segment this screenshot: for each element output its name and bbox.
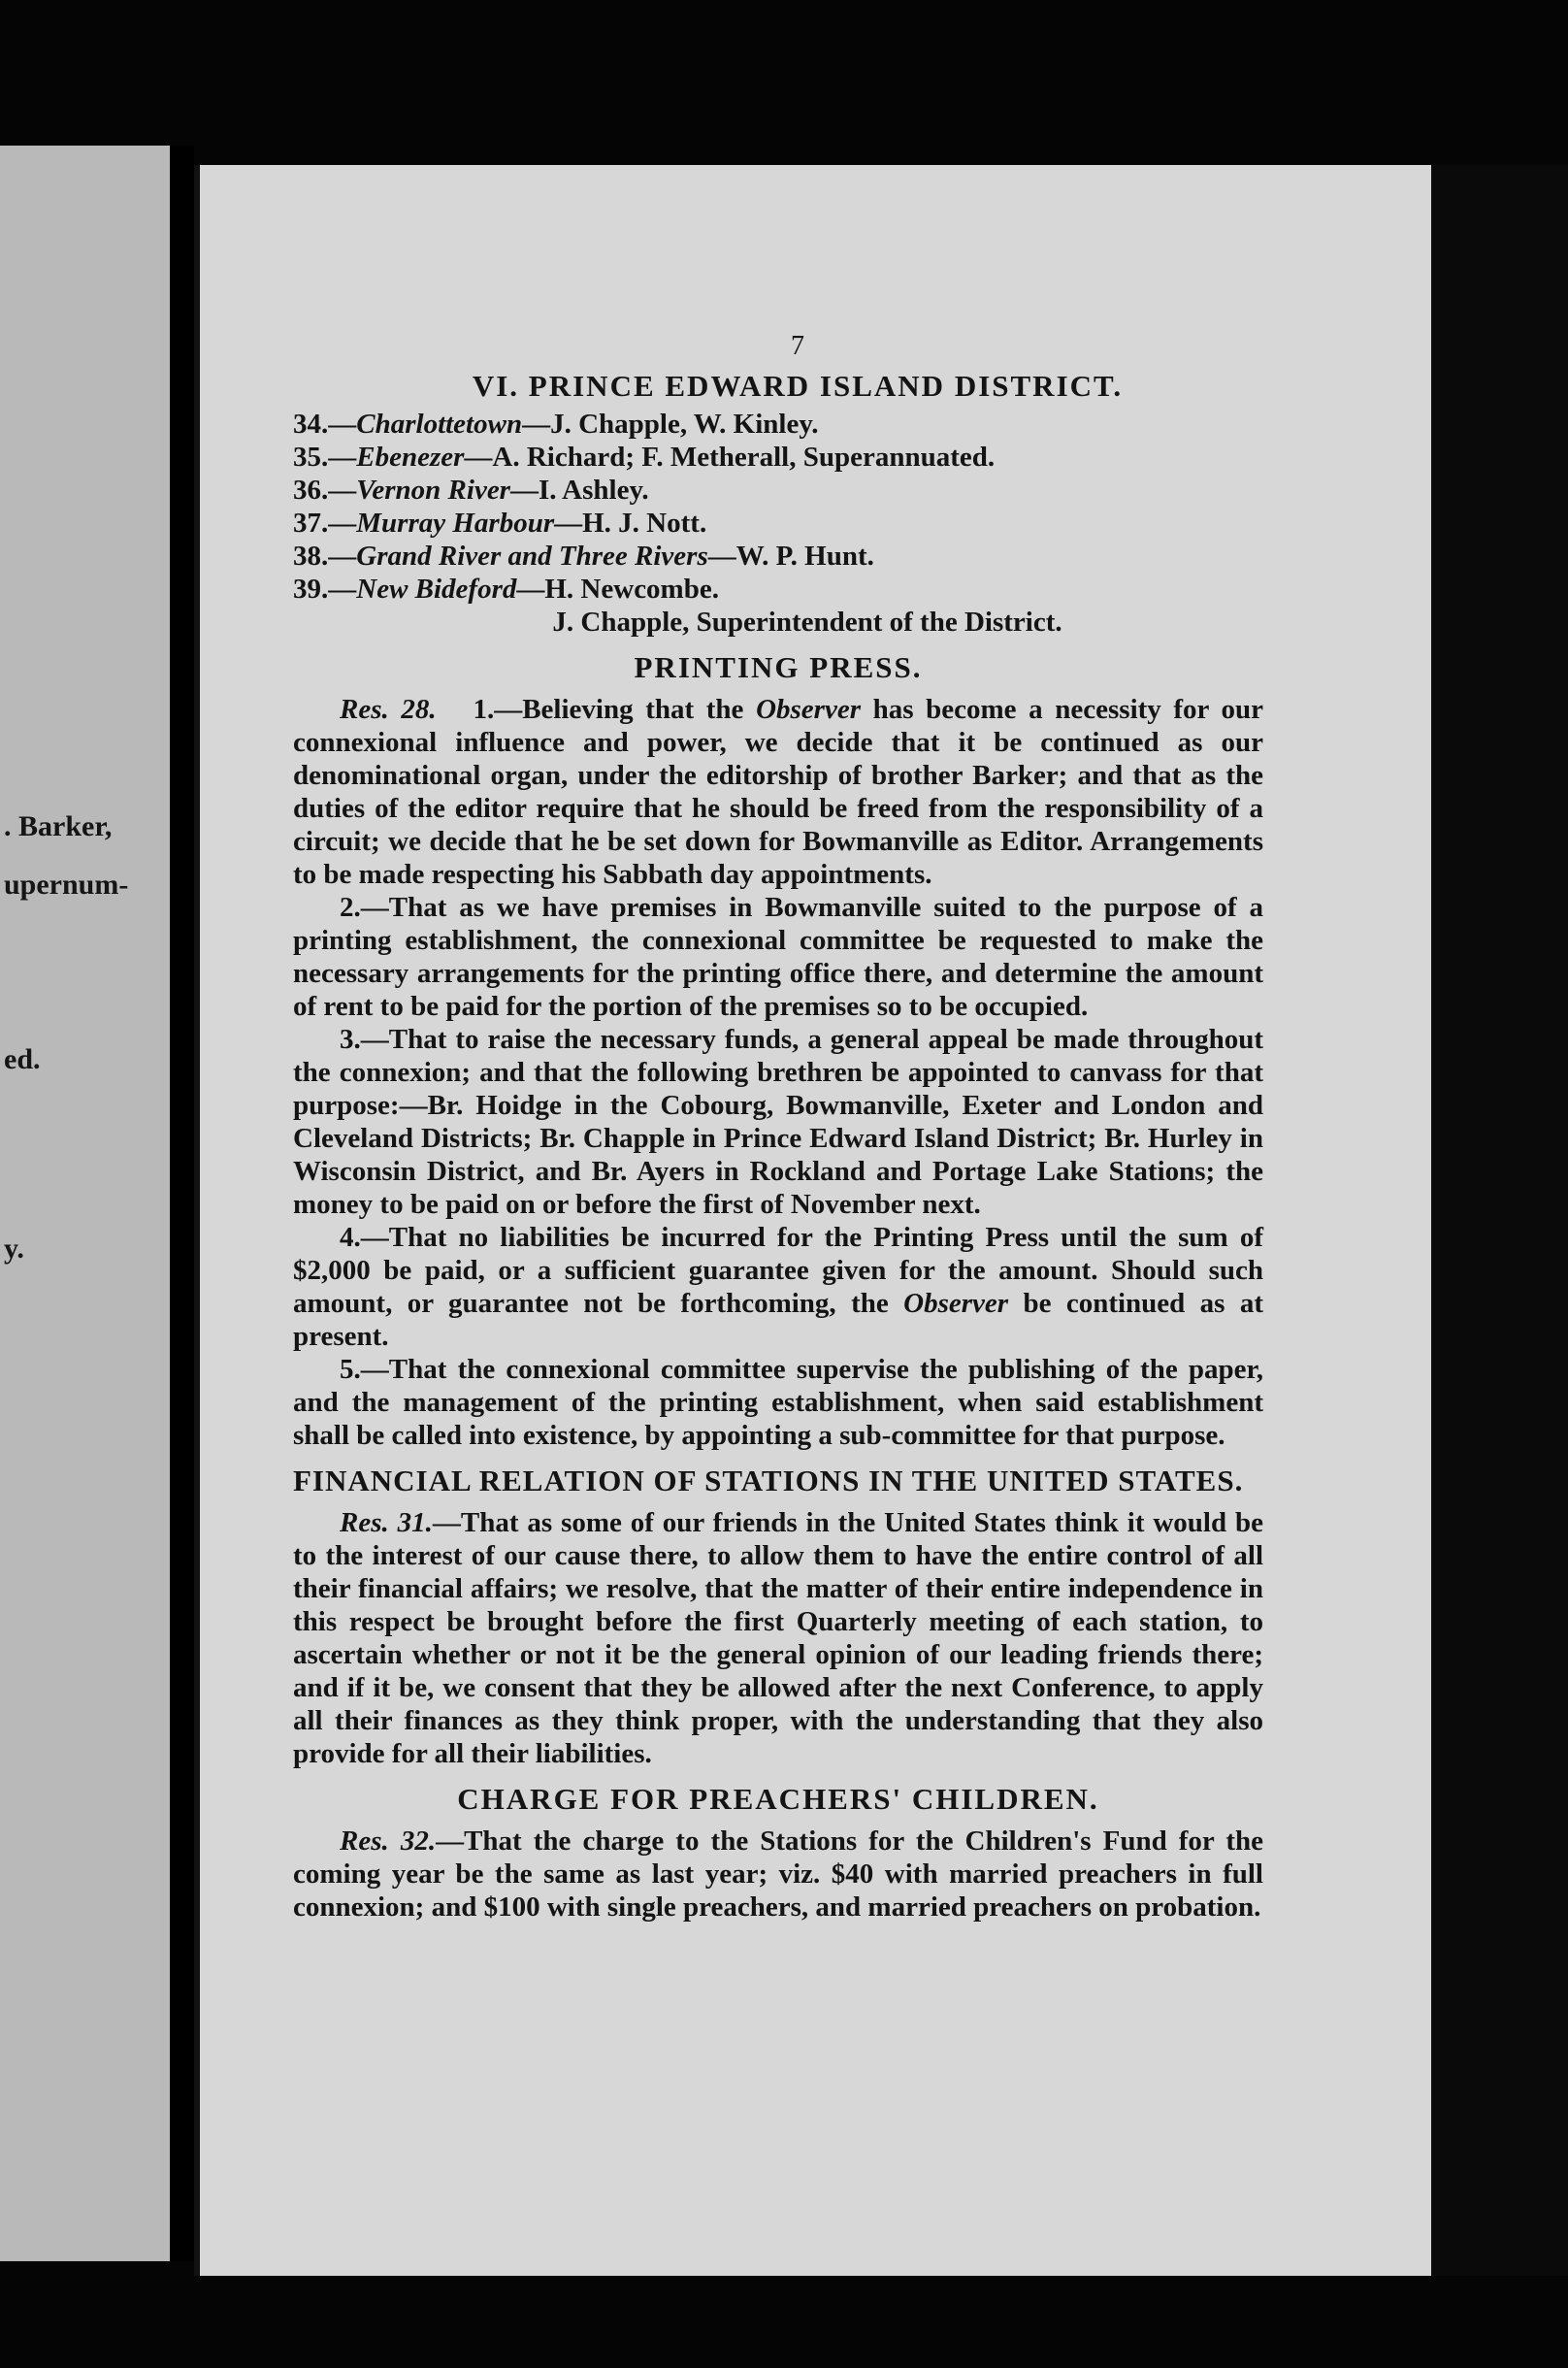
resolution-32-paragraph: Res. 32.—That the charge to the Stations for the Children's Fund for the coming year be the same as last year; viz. $40 with married preachers in full connexion; and $100 with single preachers, and married preachers on probation. [293, 1825, 1264, 1923]
main-page [194, 165, 1437, 2276]
station-entry: 36.—Vernon River—I. Ashley. [293, 475, 649, 506]
left-fragment: ed. [4, 1043, 41, 1075]
page-gutter [170, 146, 194, 2261]
resolution-31-paragraph: Res. 31.—That as some of our friends in the United States think it would be to the interest of our cause there, to allow them to have the entire control of all their financial affairs; we resolve, that the matter of their entire independence in this respect be brought before the first Quarterly meeting of each station, to ascertain whether or not it be the general opinion of our leading friends there; and if it be, we consent that they be allowed after the next Conference, to apply all their finances as they think proper, with the understanding that they also provide for all their liabilities. [293, 1507, 1263, 1769]
station-list [293, 408, 1263, 606]
printing-press-heading: PRINTING PRESS. [634, 650, 923, 684]
station-entry: 34.—Charlottetown—J. Chapple, W. Kinley. [293, 409, 819, 440]
district-heading: VI. PRINCE EDWARD ISLAND DISTRICT. [472, 369, 1124, 403]
resolution-28-paragraph-5: 5.—That the connexional committee supervise the publishing of the paper, and the management of the printing establishment, when said establishment shall be called into existence, by appointing a sub-committee for that purpose. [293, 1354, 1263, 1451]
resolution-28-paragraph-2: 2.—That as we have premises in Bowmanville suited to the purpose of a printing establishment, the connexional committee be requested to make the necessary arrangements for the printing office there, and determine the amount of rent to be paid for the portion of the premises so to be occupied. [293, 892, 1263, 1022]
superintendent-line: J. Chapple, Superintendent of the District. [552, 607, 1062, 638]
station-entry: 35.—Ebenezer—A. Richard; F. Metherall, Superannuated. [293, 442, 996, 473]
preachers-children-heading: CHARGE FOR PREACHERS' CHILDREN. [457, 1782, 1099, 1816]
left-fragment: y. [4, 1233, 24, 1265]
financial-relation-heading: FINANCIAL RELATION OF STATIONS IN THE UNITED STATES. [293, 1464, 1244, 1497]
station-entry: 37.—Murray Harbour—H. J. Nott. [293, 508, 707, 539]
resolution-28-paragraph-4: 4.—That no liabilities be incurred for the Printing Press until the sum of $2,000 be paid, or a sufficient guarantee given for the amount. Should such amount, or guarantee not be forthcoming, the Observer be continued as at present. [293, 1222, 1264, 1352]
station-entry: 38.—Grand River and Three Rivers—W. P. Hunt. [293, 541, 874, 572]
left-page-fragments [0, 146, 170, 2261]
page-number: 7 [791, 331, 804, 361]
left-fragment: upernum- [4, 869, 129, 901]
resolution-28-paragraph-3: 3.—That to raise the necessary funds, a general appeal be made throughout the connexion; and that the following brethren be appointed to canvass for that purpose:—Br. Hoidge in the Cobourg, Bowmanville, Exeter and London and Cleveland Districts; Br. Chapple in Prince Edward Island District; Br. Hurley in Wisconsin District, and Br. Ayers in Rockland and Portage Lake Stations; the money to be paid on or before the first of November next. [293, 1024, 1263, 1220]
right-scan-edge [1431, 165, 1568, 2276]
page-text [293, 330, 1263, 1924]
station-entry: 39.—New Bideford—H. Newcombe. [293, 574, 719, 605]
left-page-edge [0, 146, 170, 2261]
resolution-28-paragraph-1: Res. 28. 1.—Believing that the Observer has become a necessity for our connexional influence and power, we decide that it be continued as our denominational organ, under the editorship of brother Barker; and that as the duties of the editor require that he should be freed from the responsibility of a circuit; we decide that he be set down for Bowmanville as Editor. Arrangements to be made respecting his Sabbath day appointments. [293, 694, 1264, 890]
left-fragment: . Barker, [4, 810, 113, 842]
